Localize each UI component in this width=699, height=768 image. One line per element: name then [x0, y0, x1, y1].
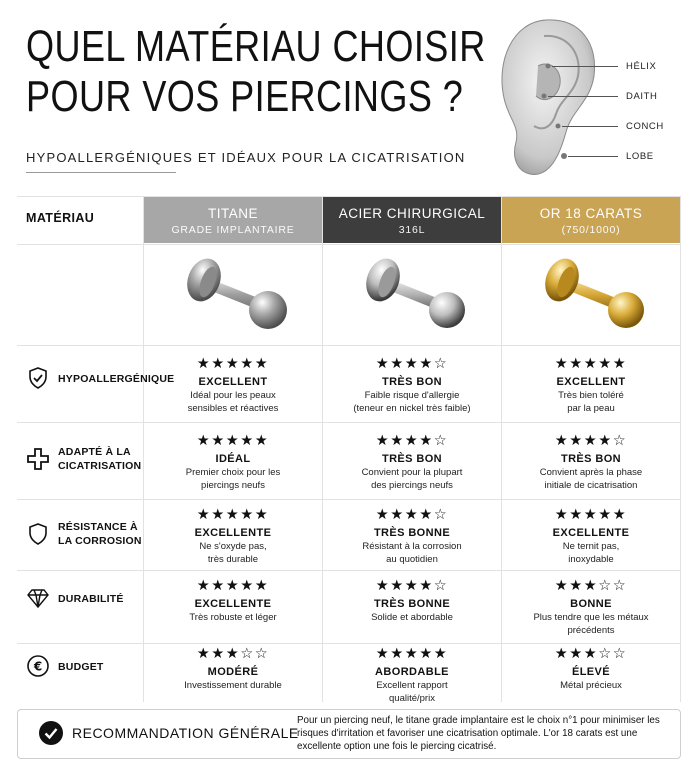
cell-description: Solide et abordable	[371, 612, 453, 623]
ear-illustration	[486, 14, 606, 184]
ear-label-daith: DAITH	[626, 91, 658, 102]
recommendation-title: RECOMMANDATION GÉNÉRALE	[72, 725, 299, 741]
cell-description: Convient pour la plupart des piercings neufs	[361, 467, 463, 491]
star-rating: ★★★☆☆	[554, 578, 628, 594]
row-label-durabilite: DURABILITÉ	[58, 593, 124, 605]
svg-text:€: €	[33, 659, 43, 674]
rating-label: TRÈS BONNE	[373, 527, 451, 539]
cell-hypo-or	[502, 356, 680, 415]
cell-budget-or	[502, 646, 680, 693]
rating-label: TRÈS BON	[381, 453, 443, 465]
lobe-pointer	[568, 156, 618, 157]
cell-cicatrisation-or	[502, 433, 680, 492]
star-rating: ★★★★☆	[375, 433, 449, 449]
cell-description: Métal précieux	[560, 680, 622, 691]
row-divider	[17, 643, 681, 644]
cell-description: Résistant à la corrosion au quotidien	[362, 541, 462, 565]
shield-check-icon	[26, 366, 50, 390]
rating-label: TRÈS BON	[381, 376, 443, 388]
title-line-2: POUR VOS PIERCINGS ?	[26, 72, 464, 121]
cell-durabilite-or	[502, 578, 680, 637]
rating-label: EXCELLENTE	[552, 527, 630, 539]
rating-label: TRÈS BON	[560, 453, 622, 465]
cell-description: Très bien toléré par la peau	[558, 390, 624, 414]
cell-description: Faible risque d'allergie (teneur en nickel très faible)	[353, 390, 471, 414]
column-grade: 316L	[398, 224, 426, 236]
star-rating: ★★★★☆	[375, 356, 449, 372]
title-line-1: QUEL MATÉRIAU CHOISIR	[26, 22, 486, 71]
ear-label-conch: CONCH	[626, 121, 664, 132]
rating-label: ÉLEVÉ	[571, 666, 611, 678]
row-divider	[17, 345, 681, 346]
column-header-titane	[144, 197, 322, 243]
page-title	[26, 22, 486, 122]
rating-label: TRÈS BONNE	[373, 598, 451, 610]
recommendation-text: Pour un piercing neuf, le titane grade implantaire est le choix n°1 pour minimiser les risques d'irritation et favoriser une cicatrisation optimale. L'or 18 carats est une excellente option une fois le piercing cicatrisé.	[297, 715, 660, 752]
cell-description: Excellent rapport qualité/prix	[376, 680, 448, 704]
cross-icon	[26, 447, 50, 471]
cell-description: Idéal pour les peaux sensibles et réactives	[187, 390, 279, 414]
star-rating: ★★★★★	[196, 433, 270, 449]
rating-label: IDÉAL	[215, 453, 251, 465]
subtitle-underline	[26, 172, 176, 173]
star-rating: ★★★★★	[196, 578, 270, 594]
check-circle-icon	[38, 720, 64, 746]
row-divider	[17, 244, 681, 245]
rating-label: EXCELLENTE	[194, 598, 272, 610]
column-header-acier	[323, 197, 501, 243]
cell-budget-acier	[323, 646, 501, 705]
column-grade: (750/1000)	[561, 224, 621, 236]
cell-budget-titane	[144, 646, 322, 693]
row-divider	[17, 570, 681, 571]
rating-label: ABORDABLE	[375, 666, 449, 678]
star-rating: ★★★★★	[196, 356, 270, 372]
subtitle: HYPOALLERGÉNIQUES ET IDÉAUX POUR LA CICATRISATION	[26, 150, 466, 165]
rating-label: BONNE	[570, 598, 612, 610]
helix-piercing	[546, 64, 551, 69]
cell-corrosion-acier	[323, 507, 501, 566]
star-rating: ★★★★★	[375, 646, 449, 662]
shield-icon	[26, 522, 50, 546]
rating-label: MODÉRÉ	[207, 666, 259, 678]
cell-durabilite-acier	[323, 578, 501, 625]
star-rating: ★★★★☆	[375, 578, 449, 594]
material-header: MATÉRIAU	[26, 211, 95, 225]
row-label-budget: BUDGET	[58, 661, 104, 673]
cell-cicatrisation-acier	[323, 433, 501, 492]
helix-pointer	[552, 66, 618, 67]
cell-description: Très robuste et léger	[189, 612, 277, 623]
star-rating: ★★★★★	[196, 507, 270, 523]
conch-pointer	[562, 126, 618, 127]
cell-description: Premier choix pour les piercings neufs	[185, 467, 281, 491]
acier-piercing-image	[347, 250, 477, 340]
cell-corrosion-titane	[144, 507, 322, 566]
column-grade: GRADE IMPLANTAIRE	[171, 224, 295, 236]
cell-description: Ne s'oxyde pas, très durable	[199, 541, 267, 565]
row-label-corrosion: RÉSISTANCE À LA CORROSION	[58, 521, 142, 547]
column-name: OR 18 CARATS	[539, 206, 643, 221]
cell-description: Investissement durable	[184, 680, 282, 691]
row-label-cicatrisation: ADAPTÉ À LA CICATRISATION	[58, 446, 142, 472]
diamond-icon	[26, 586, 50, 610]
star-rating: ★★★★☆	[554, 433, 628, 449]
rating-label: EXCELLENT	[198, 376, 268, 388]
rating-label: EXCELLENTE	[194, 527, 272, 539]
star-rating: ★★★☆☆	[554, 646, 628, 662]
row-divider	[17, 422, 681, 423]
star-rating: ★★★★★	[554, 356, 628, 372]
euro-icon	[26, 654, 50, 678]
column-header-or	[502, 197, 680, 243]
star-rating: ★★★★★	[554, 507, 628, 523]
cell-hypo-titane	[144, 356, 322, 415]
star-rating: ★★★☆☆	[196, 646, 270, 662]
column-name: ACIER CHIRURGICAL	[338, 206, 486, 221]
or-piercing-image	[526, 250, 656, 340]
ear-label-helix: HÉLIX	[626, 61, 657, 72]
titane-piercing-image	[168, 250, 298, 340]
ear-label-lobe: LOBE	[626, 151, 654, 162]
rating-label: EXCELLENT	[556, 376, 626, 388]
row-divider	[17, 499, 681, 500]
daith-pointer	[548, 96, 618, 97]
cell-durabilite-titane	[144, 578, 322, 625]
cell-description: Plus tendre que les métaux précédents	[533, 612, 649, 636]
cell-hypo-acier	[323, 356, 501, 415]
cell-corrosion-or	[502, 507, 680, 566]
row-label-hypoallergenique: HYPOALLERGÉNIQUE	[58, 373, 175, 385]
column-name: TITANE	[208, 206, 258, 221]
cell-description: Ne ternit pas, inoxydable	[562, 541, 620, 565]
cell-cicatrisation-titane	[144, 433, 322, 492]
star-rating: ★★★★☆	[375, 507, 449, 523]
column-divider	[680, 196, 681, 702]
cell-description: Convient après la phase initiale de cicatrisation	[539, 467, 643, 491]
